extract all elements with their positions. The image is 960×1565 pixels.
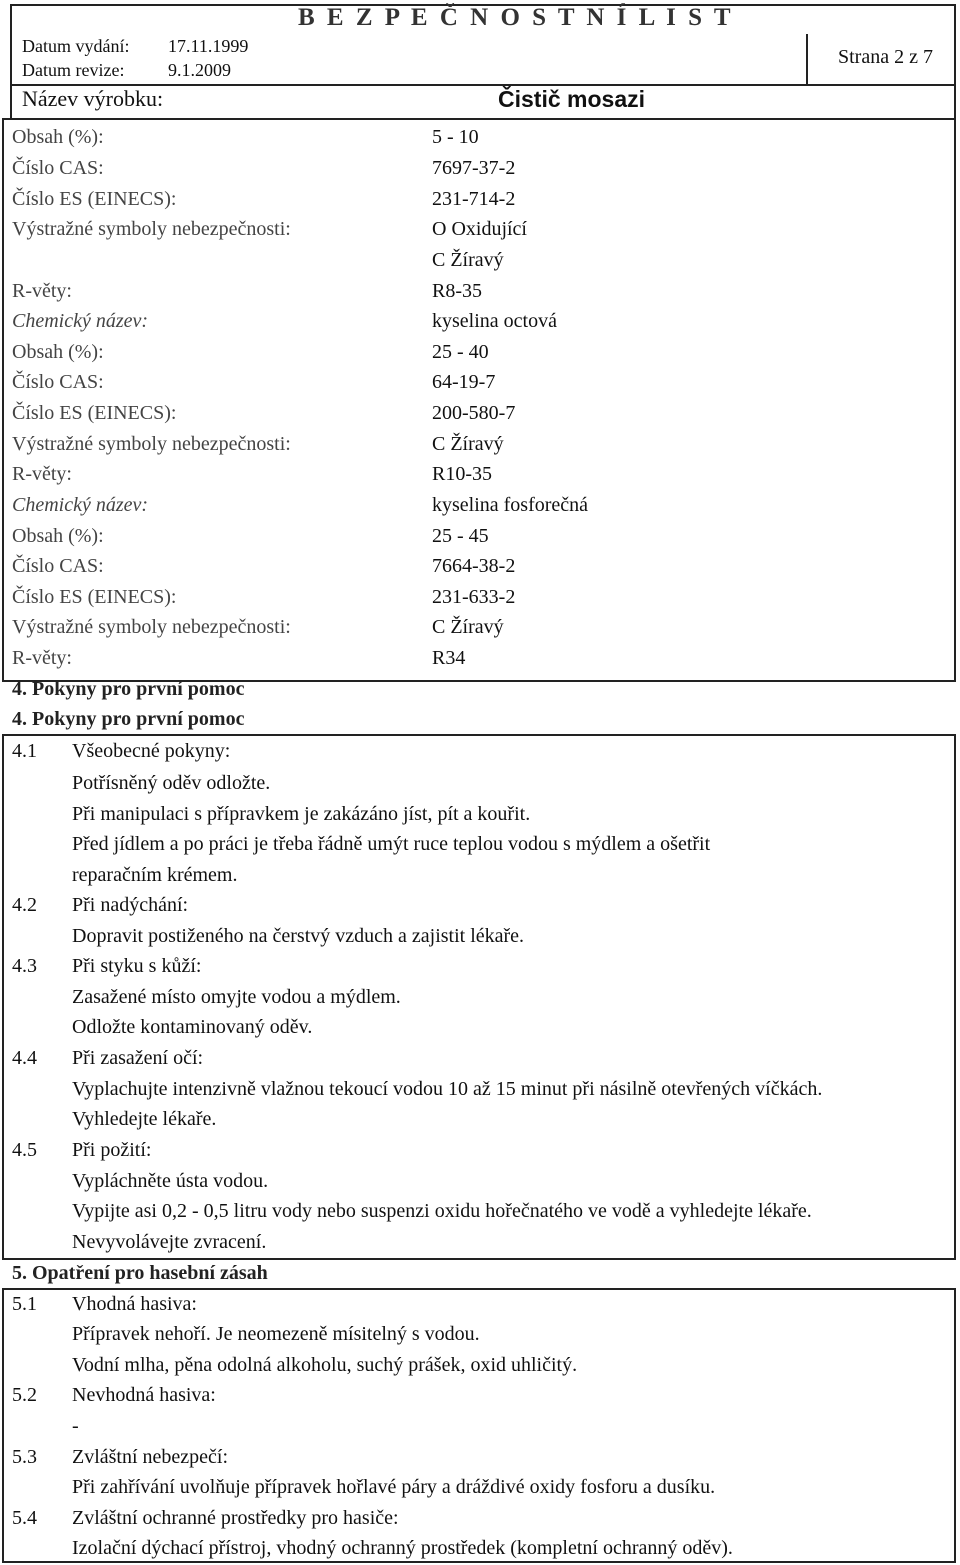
item-line: Potřísněný oděv odložte. (72, 772, 271, 794)
row-value: kyselina fosforečná (432, 494, 589, 516)
item-line: Izolační dýchací přístroj, vhodný ochranný prostředek (kompletní ochranný oděv). (72, 1537, 733, 1559)
row-label: Chemický název: (12, 494, 149, 516)
row-label: R-věty: (12, 280, 72, 302)
item-line: Dopravit postiženého na čerstvý vzduch a zajistit lékaře. (72, 925, 525, 947)
row-value: 64-19-7 (432, 371, 496, 393)
item-title: Vhodná hasiva: (72, 1293, 197, 1315)
table-row (12, 126, 479, 149)
row-label: Výstražné symboly nebezpečnosti: (12, 616, 291, 638)
table-row (12, 188, 516, 211)
item-line: Při manipulaci s přípravkem je zakázáno jíst, pít a kouřit. (72, 803, 531, 825)
table-row (12, 310, 557, 333)
table-row (12, 463, 492, 486)
item-number: 4.5 (12, 1139, 37, 1161)
row-value: 200-580-7 (432, 402, 516, 424)
row-label: R-věty: (12, 463, 72, 485)
table-row (12, 341, 489, 364)
row-label: Číslo ES (EINECS): (12, 402, 177, 424)
row-value: 7697-37-2 (432, 157, 516, 179)
table-row (12, 218, 527, 241)
row-label: Číslo ES (EINECS): (12, 188, 177, 210)
table-row (12, 371, 496, 394)
issue-label: Datum vydání: (22, 36, 130, 56)
item-title: Zvláštní nebezpečí: (72, 1446, 229, 1468)
table-row (12, 280, 482, 303)
item-line: Vyplachujte intenzivně vlažnou tekoucí vodou 10 až 15 minut při násilně otevřených víčkách. (72, 1078, 823, 1100)
table-row (12, 402, 516, 425)
row-value: C Žíravý (432, 616, 504, 638)
item-line: Vodní mlha, pěna odolná alkoholu, suchý prášek, oxid uhličitý. (72, 1354, 578, 1376)
item-line: Před jídlem a po práci je třeba řádně umýt ruce teplou vodou s mýdlem a ošetřit (72, 833, 711, 855)
item-number: 5.3 (12, 1446, 37, 1468)
item-line: Přípravek nehoří. Je neomezeně mísitelný s vodou. (72, 1323, 480, 1345)
item-line: Vypláchněte ústa vodou. (72, 1170, 269, 1192)
document-title: B E Z P E Č N O S T N Í L I S T (298, 4, 734, 31)
item-title: Všeobecné pokyny: (72, 740, 231, 762)
row-label: Číslo CAS: (12, 371, 104, 393)
item-title: Při požití: (72, 1139, 152, 1161)
revision-label: Datum revize: (22, 60, 125, 80)
row-label: Výstražné symboly nebezpečnosti: (12, 433, 291, 455)
section-4-heading-repeat: 4. Pokyny pro první pomoc (12, 708, 245, 730)
table-row (12, 616, 504, 639)
item-line: reparačním krémem. (72, 864, 238, 886)
item-title: Při nadýchání: (72, 894, 189, 916)
item-title: Nevhodná hasiva: (72, 1384, 216, 1406)
item-number: 5.4 (12, 1507, 37, 1529)
row-label: Číslo ES (EINECS): (12, 586, 177, 608)
issue-date: 17.11.1999 (168, 36, 249, 56)
row-value: 231-633-2 (432, 586, 516, 608)
item-number: 5.2 (12, 1384, 37, 1406)
item-title: Zvláštní ochranné prostředky pro hasiče: (72, 1507, 399, 1529)
row-label: R-věty: (12, 647, 72, 669)
row-value: 25 - 45 (432, 525, 489, 547)
page-number: Strana 2 z 7 (838, 46, 933, 68)
item-number: 4.4 (12, 1047, 37, 1069)
row-value: O Oxidující (432, 218, 527, 240)
item-line: Nevyvolávejte zvracení. (72, 1231, 267, 1253)
item-line: Vypijte asi 0,2 - 0,5 litru vody nebo suspenzi oxidu hořečnatého ve vodě a vyhledejte lékaře. (72, 1200, 812, 1222)
item-line: Zasažené místo omyjte vodou a mýdlem. (72, 986, 401, 1008)
row-value: R34 (432, 647, 466, 669)
product-label: Název výrobku: (22, 86, 164, 111)
item-number: 4.3 (12, 955, 37, 977)
row-label: Obsah (%): (12, 126, 104, 148)
item-line: Vyhledejte lékaře. (72, 1108, 217, 1130)
row-value: 5 - 10 (432, 126, 479, 148)
item-line: Při zahřívání uvolňuje přípravek hořlavé páry a dráždivé oxidy fosforu a dusíku. (72, 1476, 716, 1498)
row-value: 25 - 40 (432, 341, 489, 363)
product-name: Čistič mosazi (498, 86, 645, 112)
item-number: 5.1 (12, 1293, 37, 1315)
row-label: Chemický název: (12, 310, 149, 332)
row-label: Výstražné symboly nebezpečnosti: (12, 218, 291, 240)
item-title: Při styku s kůží: (72, 955, 202, 977)
row-value: R10-35 (432, 463, 492, 485)
table-row (12, 647, 466, 670)
table-row (12, 157, 516, 180)
item-line: - (72, 1415, 79, 1437)
table-row (12, 433, 504, 456)
item-number: 4.1 (12, 740, 37, 762)
row-label: Číslo CAS: (12, 555, 104, 577)
item-number: 4.2 (12, 894, 37, 916)
row-value: C Žíravý (432, 433, 504, 455)
header-vertical-divider (806, 34, 808, 86)
row-value: R8-35 (432, 280, 482, 302)
table-row (12, 555, 516, 578)
row-label: Obsah (%): (12, 341, 104, 363)
row-label: Obsah (%): (12, 525, 104, 547)
row-value: kyselina octová (432, 310, 557, 332)
section-5-heading: 5. Opatření pro hasební zásah (12, 1262, 268, 1284)
row-value: 7664-38-2 (432, 555, 516, 577)
revision-date: 9.1.2009 (168, 60, 231, 80)
section-4-heading: 4. Pokyny pro první pomoc (12, 678, 245, 700)
row-label: Číslo CAS: (12, 157, 104, 179)
table-row (12, 494, 589, 517)
row-value: C Žíravý (432, 249, 504, 271)
table-row (12, 525, 489, 548)
item-line: Odložte kontaminovaný oděv. (72, 1016, 313, 1038)
item-title: Při zasažení očí: (72, 1047, 204, 1069)
table-row (12, 586, 516, 609)
row-value: 231-714-2 (432, 188, 516, 210)
